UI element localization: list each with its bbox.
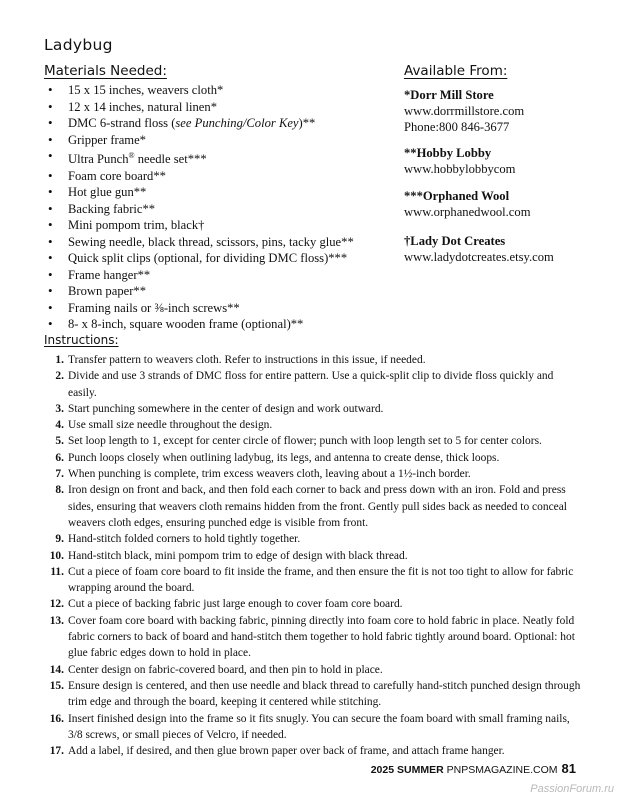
magazine-site: PNPSMAGAZINE.COM [446,764,558,776]
step-text: Set loop length to 1, except for center circle of flower; punch with loop length set to 5 for center colors. [68,435,542,448]
material-item: • Brown paper** [46,283,396,300]
step-number: 9. [55,533,64,546]
material-item: • Foam core board** [46,168,396,185]
step-number: 14. [49,663,64,676]
step-text: Ensure design is centered, and then use needle and black thread to carefully hand-stitch punched design through trim edge and through the board, keeping it centered while stitching. [68,679,581,709]
vendor-name: **Hobby Lobby [404,146,492,160]
vendor-url: www.hobbylobbycom [404,162,516,176]
instruction-step [44,466,584,482]
instruction-step [44,368,584,401]
material-item: • Mini pompom trim, black† [46,217,396,234]
step-number: 15. [49,679,64,692]
step-text: Cover foam core board with backing fabric, pinning directly into foam core to hold fabric in place. Neatly fold fabric corners to back of board and hand-stitch them together to hold fabric tightly around board. Optional: hot glue fabric edges down to hold in place. [68,614,575,660]
step-number: 7. [55,468,64,481]
page-footer [371,761,576,776]
step-text: Add a label, if desired, and then glue brown paper over back of frame, and attach frame hanger. [68,745,505,758]
instruction-step [44,482,584,531]
material-item: • Ultra Punch® needle set*** [46,148,396,168]
material-item: • Gripper frame* [46,132,396,149]
step-text: Use small size needle throughout the design. [68,419,273,432]
step-number: 8. [55,484,64,497]
step-text: Transfer pattern to weavers cloth. Refer to instructions in this issue, if needed. [68,354,426,366]
step-number: 2. [55,370,64,383]
material-item: • DMC 6-strand floss (see Punching/Color Key)** [46,115,396,132]
vendor-phone: Phone:800 846-3677 [404,120,510,134]
step-text: Punch loops closely when outlining ladybug, its legs, and antenna to create dense, thick loops. [68,451,500,464]
materials-list [46,82,396,333]
step-number: 10. [49,549,64,562]
instruction-step [44,548,584,564]
instruction-step [44,450,584,466]
instruction-step [44,531,584,547]
step-text: Hand-stitch black, mini pompom trim to edge of design with black thread. [68,549,408,562]
vendor-url: www.ladydotcreates.etsy.com [404,250,554,264]
instruction-step [44,417,584,433]
instruction-step [44,596,584,612]
material-item: • 15 x 15 inches, weavers cloth* [46,82,396,99]
vendor-name: *Dorr Mill Store [404,88,494,102]
vendor-orphaned-wool [404,188,531,220]
step-number: 11. [50,565,64,578]
page-number: 81 [561,761,576,776]
step-text: Insert finished design into the frame so it fits snugly. You can secure the foam board with small framing nails, 3/8 screws, or small pieces of Velcro, if needed. [68,712,570,741]
instruction-step [44,352,584,368]
vendor-url: www.dorrmillstore.com [404,104,525,118]
material-item: • 12 x 14 inches, natural linen* [46,99,396,116]
vendor-hobby-lobby [404,145,515,177]
step-text: Center design on fabric-covered board, and then pin to hold in place. [68,663,383,676]
step-text: Cut a piece of backing fabric just large enough to cover foam core board. [68,598,403,611]
vendor-name: ***Orphaned Wool [404,189,510,203]
step-number: 3. [55,402,64,415]
step-number: 4. [55,419,64,432]
step-text: Hand-stitch folded corners to hold tightly together. [68,533,301,546]
instructions-heading: Instructions: [44,333,119,347]
page-title: Ladybug [44,36,113,54]
issue-label: 2025 SUMMER [370,764,444,776]
material-item: • Quick split clips (optional, for dividing DMC floss)*** [46,250,396,267]
instruction-step [44,743,584,759]
step-number: 1. [55,354,64,366]
instruction-step [44,662,584,678]
step-number: 17. [49,745,64,758]
material-item: • Hot glue gun** [46,184,396,201]
step-text: Start punching somewhere in the center of design and work outward. [68,402,384,415]
step-number: 16. [49,712,64,725]
step-number: 6. [55,451,64,464]
step-number: 5. [55,435,64,448]
material-item: • Sewing needle, black thread, scissors, pins, tacky glue** [46,234,396,251]
vendor-dorr-mill [404,87,524,135]
instruction-step [44,613,584,662]
vendor-url: www.orphanedwool.com [404,205,531,219]
material-item: • Backing fabric** [46,201,396,218]
instructions-list [44,352,584,759]
material-item: • Framing nails or ⅜-inch screws** [46,300,396,317]
watermark: PassionForum.ru [530,783,614,795]
step-text: Cut a piece of foam core board to fit inside the frame, and then ensure the fit is not too tight to allow for fabric wrapping around the board. [68,565,574,595]
available-from-heading: Available From: [404,63,508,79]
step-number: 12. [49,598,64,611]
step-text: When punching is complete, trim excess weavers cloth, leaving about a 1½-inch border. [68,468,471,481]
material-item: • Frame hanger** [46,267,396,284]
step-text: Divide and use 3 strands of DMC floss for entire pattern. Use a quick-split clip to divide floss quickly and easily. [68,370,554,399]
instruction-step [44,678,584,711]
vendor-name: †Lady Dot Creates [404,234,506,248]
instruction-step [44,401,584,417]
instruction-step [44,711,584,744]
vendor-lady-dot-creates [404,233,554,265]
step-text: Iron design on front and back, and then fold each corner to back and press down with an iron. Fold and press sides, ensuring that weavers cloth remains hidden from the front. Gently pull sides back as needed to conceal weavers cloth edges, ensuring punched edge is visible from front. [68,484,567,529]
instruction-step [44,564,584,597]
step-number: 13. [49,614,64,627]
materials-heading: Materials Needed: [44,63,167,79]
material-item: • 8- x 8-inch, square wooden frame (optional)** [46,316,396,333]
instruction-step [44,433,584,449]
